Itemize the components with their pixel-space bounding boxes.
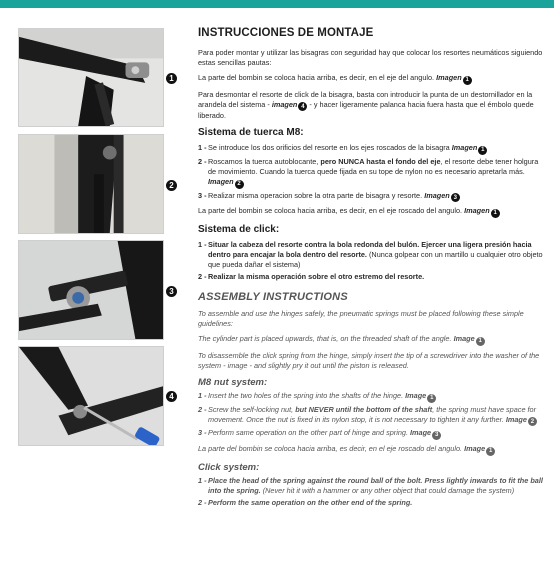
english-m8-step-2: 2 - Screw the self-locking nut, but NEVER until the bottom of the shaft, the spring must have space for movement. Once the nut is fixed in its nylon stop, it is not necessary to tighten it any further. Image 2 xyxy=(198,404,537,425)
spanish-paragraph-1: La parte del bombin se coloca hacia arriba, es decir, en el eje del angulo. Imagen 1 xyxy=(198,73,544,85)
hinge-photo-2 xyxy=(18,134,164,234)
image-reference: Imagen 1 xyxy=(436,73,472,82)
english-title: ASSEMBLY INSTRUCTIONS xyxy=(198,290,348,303)
spanish-click-step-2: 2 - Realizar la misma operación sobre el otro estremo del resorte. xyxy=(198,271,425,281)
spanish-intro: Para poder montar y utilizar las bisagras con seguridad hay que colocar los resortes neumáticos siguiendo estas sencillas pautas: xyxy=(198,47,543,67)
english-m8-note: La parte del bombin se coloca hacia arriba, es decir, en el eje roscado del angulo. Image 1 xyxy=(198,444,544,456)
step-badge-4: 4 xyxy=(166,391,177,402)
instructions-column xyxy=(198,26,544,510)
english-m8-title: M8 nut system: xyxy=(198,376,268,388)
spanish-title: INSTRUCCIONES DE MONTAJE xyxy=(198,27,374,39)
hinge-photo-4 xyxy=(18,346,164,446)
image-reference: imagen 4 xyxy=(272,100,308,109)
spanish-m8-step-3: 3 - Realizar misma operacion sobre la otra parte de bisagra y resorte. Imagen 3 xyxy=(198,191,544,203)
english-m8-step-1: 1 - Insert the two holes of the spring into the shafts of the hinge. Image 1 xyxy=(198,391,544,403)
top-accent-bar xyxy=(0,0,554,8)
spanish-m8-note: La parte del bombin se coloca hacia arriba, es decir, en el eje roscado del angulo. Imagen 1 xyxy=(198,206,544,218)
hinge-photo-1 xyxy=(18,28,164,127)
spanish-m8-step-1: 1 - Se introduce los dos orificios del resorte en los ejes roscados de la bisagra Imagen 1 xyxy=(198,143,544,155)
english-paragraph-1: The cylinder part is placed upwards, that is, on the threaded shaft of the angle. Image 1 xyxy=(198,334,544,346)
spanish-m8-title: Sistema de tuerca M8: xyxy=(198,127,304,139)
english-m8-step-3: 3 - Perform same operation on the other part of hinge and spring. Image 3 xyxy=(198,428,544,440)
step-badge-2: 2 xyxy=(166,180,177,191)
spanish-click-step-1: 1 - Situar la cabeza del resorte contra la bola redonda del bulón. Ejercer una ligera presión hacia dentro para encajar la bola dentro del resorte. (Nunca golpear con un martillo u cualquier otro objeto que pueda dañar el sistema) xyxy=(198,239,543,269)
spanish-click-title: Sistema de click: xyxy=(198,223,280,235)
spanish-paragraph-2: Para desmontar el resorte de click de la bisagra, basta con introducir la punta de un destornillador en la arandela del sistema - imagen 4 - y hacer ligeramente palanca hacia fuera hasta que el émbolo quede liberado. xyxy=(198,89,534,121)
english-click-title: Click system: xyxy=(198,461,260,473)
step-badge-1: 1 xyxy=(166,73,177,84)
english-paragraph-2: To disassemble the click spring from the hinge, simply insert the tip of a screwdriver into the washer of the system - image - and slightly pry it out until the piston is released. xyxy=(198,350,540,370)
step-badge-3: 3 xyxy=(166,286,177,297)
english-section xyxy=(198,290,544,508)
english-click-step-2: 2 - Perform the same operation on the other end of the spring. xyxy=(198,497,413,507)
spanish-m8-step-2: 2 - Roscamos la tuerca autoblocante, pero NUNCA hasta el fondo del eje, el resorte debe tener holgura de movimiento. Cuando la tuerca quede fijada en su tope de nylon no es necesario apretarla más. Imagen 2 xyxy=(198,156,539,187)
english-intro: To assemble and use the hinges safely, the pneumatic springs must be placed following these simple guidelines: xyxy=(198,309,524,329)
english-click-step-1: 1 - Place the head of the spring against the round ball of the bolt. Press lightly inwards to fit the ball into the spring. (Never hit it with a hammer or any other object that could damage the system) xyxy=(198,475,543,495)
hinge-photo-3 xyxy=(18,240,164,340)
